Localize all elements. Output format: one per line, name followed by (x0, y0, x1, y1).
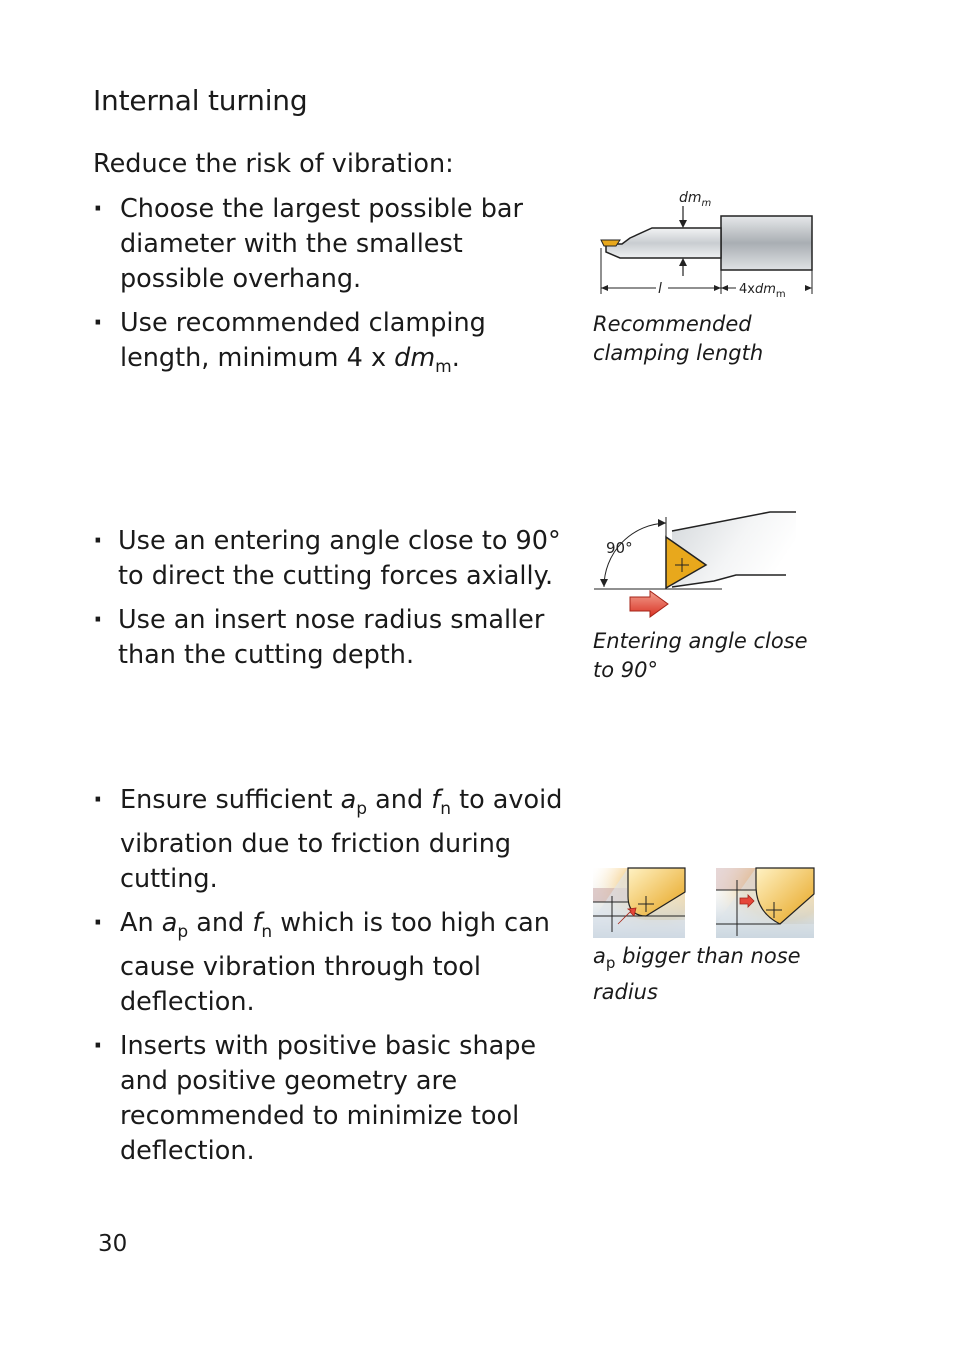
figure-caption-2: Entering angle close to 90° (593, 629, 808, 682)
clamping-length-figure (592, 182, 828, 302)
page-title: Internal turning (93, 84, 308, 117)
section3-bullet-list (93, 783, 563, 1178)
dm-label: $dm_m$ (679, 190, 712, 209)
l-label: l (658, 281, 662, 297)
insert-shape (601, 240, 620, 246)
figure-caption-1: Recommended clamping length (593, 312, 764, 365)
bullet-item: · Use recommended clamping length, minimum 4 x $dm_m$. (93, 306, 563, 385)
bullet-item: · Use an insert nose radius smaller than the cutting depth. (93, 603, 573, 673)
figure-caption-3: $a_p$ bigger than nose radius (593, 944, 801, 1005)
bullet-item: · Ensure sufficient $a_p$ and $f_n$ to avoid vibration due to friction during cutting. (93, 783, 563, 897)
bullet-item: · Choose the largest possible bar diameter with the smallest possible overhang. (93, 192, 563, 297)
feed-arrow-icon (630, 591, 668, 617)
page-number: 30 (98, 1231, 128, 1257)
bullet-item: · Inserts with positive basic shape and positive geometry are recommended to minimize tool deflection. (93, 1029, 563, 1169)
entering-angle-figure (592, 505, 808, 623)
boring-bar-shape (606, 228, 721, 258)
tool-holder-shape (721, 216, 812, 270)
bullet-item: · Use an entering angle close to 90° to direct the cutting forces axially. (93, 524, 573, 594)
intro-text: Reduce the risk of vibration: (93, 149, 454, 179)
section2-bullet-list (93, 524, 573, 682)
section1-bullet-list (93, 192, 563, 394)
figure-right-panel (716, 868, 814, 938)
figure-left-panel (593, 868, 685, 938)
angle-label: 90° (606, 539, 633, 557)
bullet-item: · An $a_p$ and $f_n$ which is too high can cause vibration through tool deflection. (93, 906, 563, 1020)
clamp-length-label: 4xdm$_m$ (739, 282, 786, 300)
cutting-depth-figure (592, 866, 816, 942)
